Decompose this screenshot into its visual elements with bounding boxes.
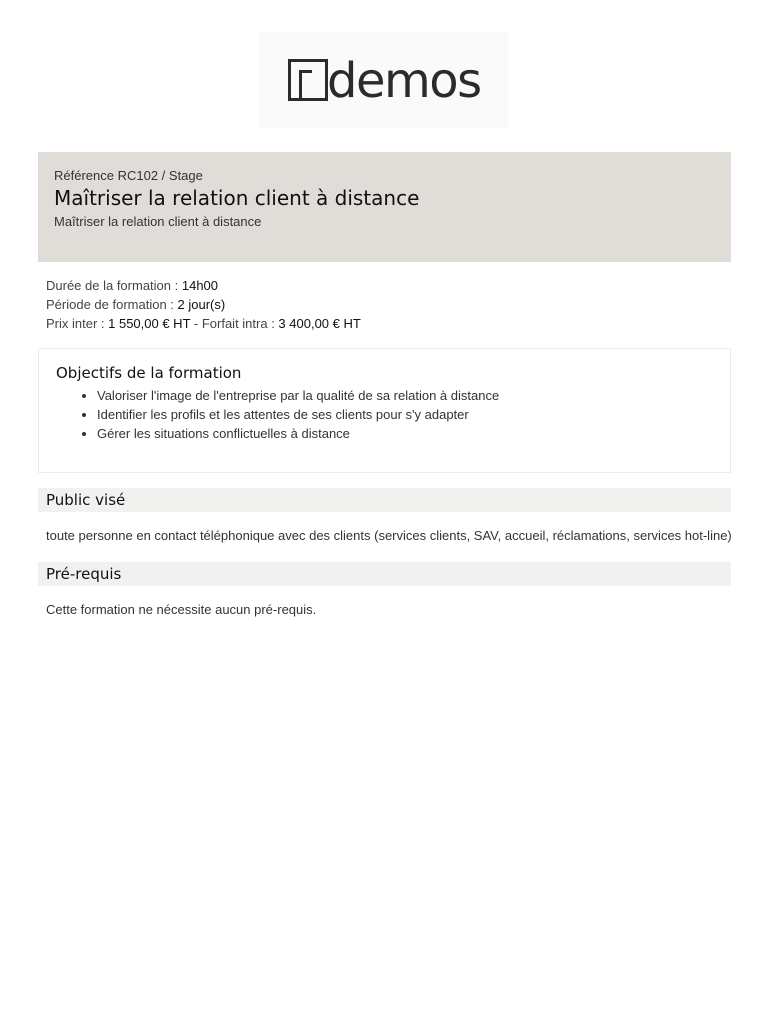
objectives-title: Objectifs de la formation xyxy=(56,364,242,382)
price-inter-label: Prix inter : xyxy=(46,316,109,331)
course-reference: Référence RC102 / Stage xyxy=(54,168,203,183)
period-line xyxy=(46,295,361,314)
price-intra-label: - Forfait intra : xyxy=(190,316,279,331)
course-info xyxy=(46,276,361,333)
duration-value: 14h00 xyxy=(181,278,219,293)
list-item: • Identifier les profils et les attentes de ses clients pour s'y adapter xyxy=(97,405,713,424)
course-header-banner xyxy=(38,152,731,262)
public-section-title: Public visé xyxy=(38,488,731,512)
course-title: Maîtriser la relation client à distance xyxy=(54,186,420,210)
prerequisites-section-title: Pré-requis xyxy=(38,562,731,586)
logo xyxy=(259,32,508,128)
list-item: • Gérer les situations conflictuelles à distance xyxy=(97,424,713,443)
list-item: • Valoriser l'image de l'entreprise par la qualité de sa relation à distance xyxy=(97,386,713,405)
logo-wordmark: demos xyxy=(327,53,481,109)
objectives-list xyxy=(56,386,713,443)
duration-line xyxy=(46,276,361,295)
period-value: 2 jour(s) xyxy=(177,297,226,312)
price-intra-value: 3 400,00 € HT xyxy=(278,316,361,331)
price-inter-value: 1 550,00 € HT xyxy=(108,316,191,331)
period-label: Période de formation : xyxy=(46,297,178,312)
price-line xyxy=(46,314,361,333)
public-text: toute personne en contact téléphonique avec des clients (services clients, SAV, accueil, réclamations, services hot-line) xyxy=(46,528,732,543)
logo-mark-icon xyxy=(288,59,328,101)
prerequisites-text: Cette formation ne nécessite aucun pré-requis. xyxy=(46,602,317,617)
objectives-box xyxy=(38,348,731,473)
course-subtitle: Maîtriser la relation client à distance xyxy=(54,214,262,229)
duration-label: Durée de la formation : xyxy=(46,278,182,293)
